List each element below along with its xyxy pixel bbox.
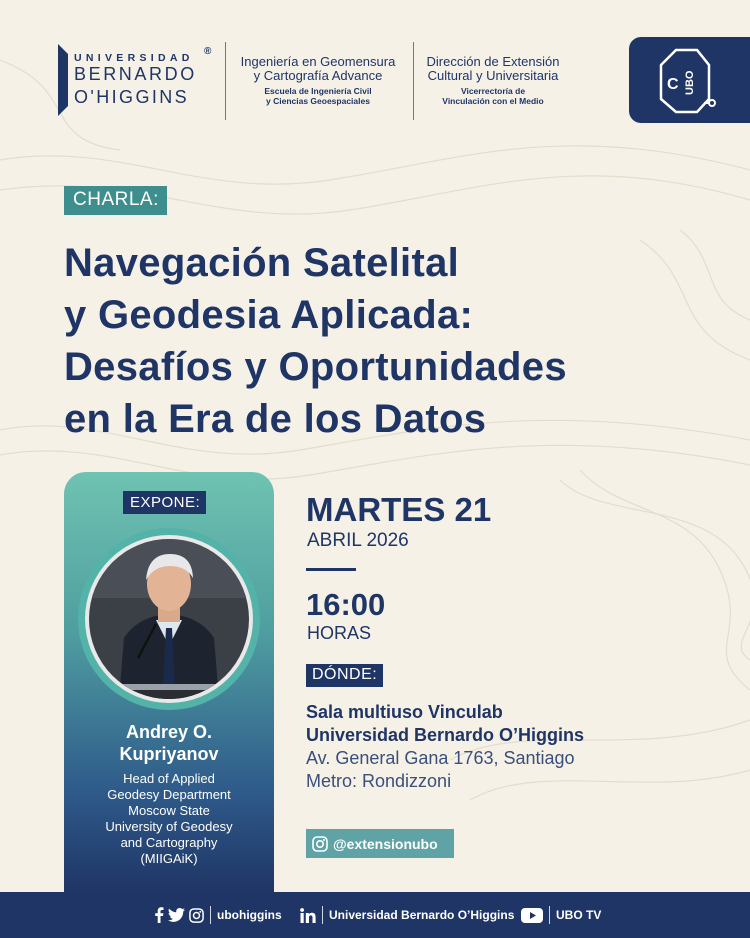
- details-separator: [306, 568, 356, 571]
- instagram-handle-pill[interactable]: [306, 829, 454, 858]
- speaker-role-line4: University of Geodesy: [105, 819, 233, 834]
- speaker-label: EXPONE:: [123, 491, 206, 514]
- venue-line2: Universidad Bernardo O’Higgins: [306, 725, 585, 745]
- speaker-role-line3: Moscow State: [128, 803, 210, 818]
- footer-bar: [0, 892, 750, 938]
- program-title-line1: Ingeniería en Geomensura: [240, 54, 396, 69]
- event-time: 16:00: [306, 587, 386, 622]
- speaker-name: [64, 721, 274, 765]
- speaker-role: [80, 771, 258, 867]
- event-title-line1: Navegación Satelital: [64, 241, 460, 285]
- event-time-unit: HORAS: [307, 623, 372, 643]
- direction-title-line1: Dirección de Extensión: [426, 54, 560, 69]
- event-type-tag: CHARLA:: [64, 186, 167, 215]
- event-title-line3: Desafíos y Oportunidades: [64, 345, 567, 389]
- university-name-small: UNIVERSIDAD: [74, 52, 194, 64]
- program-title-line2: y Cartografía Advance: [253, 68, 383, 83]
- event-title: [64, 237, 724, 445]
- speaker-role-line5: and Cartography: [120, 835, 218, 850]
- footer-separator: [210, 906, 211, 924]
- svg-text:C: C: [667, 76, 679, 93]
- direction-subtitle-line2: Vinculación con el Medio: [442, 96, 544, 106]
- twitter-icon[interactable]: [168, 908, 185, 922]
- speaker-role-line6: (MIIGAiK): [140, 851, 198, 866]
- speaker-portrait-illustration: [78, 528, 260, 710]
- header-divider-1: [225, 42, 226, 120]
- header-divider-2: [413, 42, 414, 120]
- speaker-name-line1: Andrey O.: [125, 722, 213, 742]
- university-name-line1: BERNARDO: [74, 64, 197, 84]
- university-logo: [58, 44, 218, 118]
- linkedin-icon[interactable]: [300, 908, 316, 923]
- facebook-icon[interactable]: [154, 907, 164, 923]
- footer-linkedin-label[interactable]: Universidad Bernardo O’Higgins: [329, 908, 515, 922]
- event-date-day: MARTES 21: [306, 491, 492, 528]
- footer-separator: [549, 906, 550, 924]
- instagram-icon: [312, 836, 328, 852]
- logo-mark-icon: [58, 44, 68, 116]
- location-label: DÓNDE:: [306, 664, 383, 687]
- youtube-icon[interactable]: [521, 908, 543, 923]
- speaker-role-line1: Head of Applied: [123, 771, 215, 786]
- footer-separator: [322, 906, 323, 924]
- speaker-photo: [78, 528, 260, 710]
- speaker-name-line2: Kupriyanov: [119, 744, 219, 764]
- event-date-month: ABRIL 2026: [307, 530, 409, 551]
- program-subtitle-line1: Escuela de Ingeniería Civil: [264, 86, 372, 96]
- registered-mark: ®: [204, 46, 212, 57]
- address-line2: Metro: Rondizzoni: [306, 771, 452, 791]
- event-title-line2: y Geodesia Aplicada:: [64, 293, 474, 337]
- instagram-icon[interactable]: [189, 908, 204, 923]
- footer-youtube-label[interactable]: UBO TV: [556, 908, 602, 922]
- instagram-handle: @extensionubo: [333, 835, 438, 852]
- university-name-line2: O'HIGGINS: [74, 87, 190, 107]
- venue-line1: Sala multiuso Vinculab: [306, 702, 503, 722]
- footer-linkedin-group[interactable]: [300, 906, 514, 924]
- direction-block: [418, 55, 568, 106]
- speaker-role-line2: Geodesy Department: [107, 787, 231, 802]
- address-line1: Av. General Gana 1763, Santiago: [306, 748, 575, 768]
- cubo-logo-icon: [629, 37, 750, 123]
- footer-social-group[interactable]: [154, 906, 282, 924]
- program-subtitle-line2: y Ciencias Geoespaciales: [266, 96, 370, 106]
- program-block: [232, 55, 404, 106]
- direction-subtitle-line1: Vicerrectoría de: [460, 86, 526, 96]
- event-title-line4: en la Era de los Datos: [64, 397, 487, 441]
- cubo-badge: [629, 37, 750, 123]
- footer-social-handle[interactable]: ubohiggins: [217, 908, 282, 922]
- direction-title-line2: Cultural y Universitaria: [427, 68, 559, 83]
- footer-youtube-group[interactable]: [521, 906, 601, 924]
- svg-text:UBO: UBO: [684, 70, 696, 95]
